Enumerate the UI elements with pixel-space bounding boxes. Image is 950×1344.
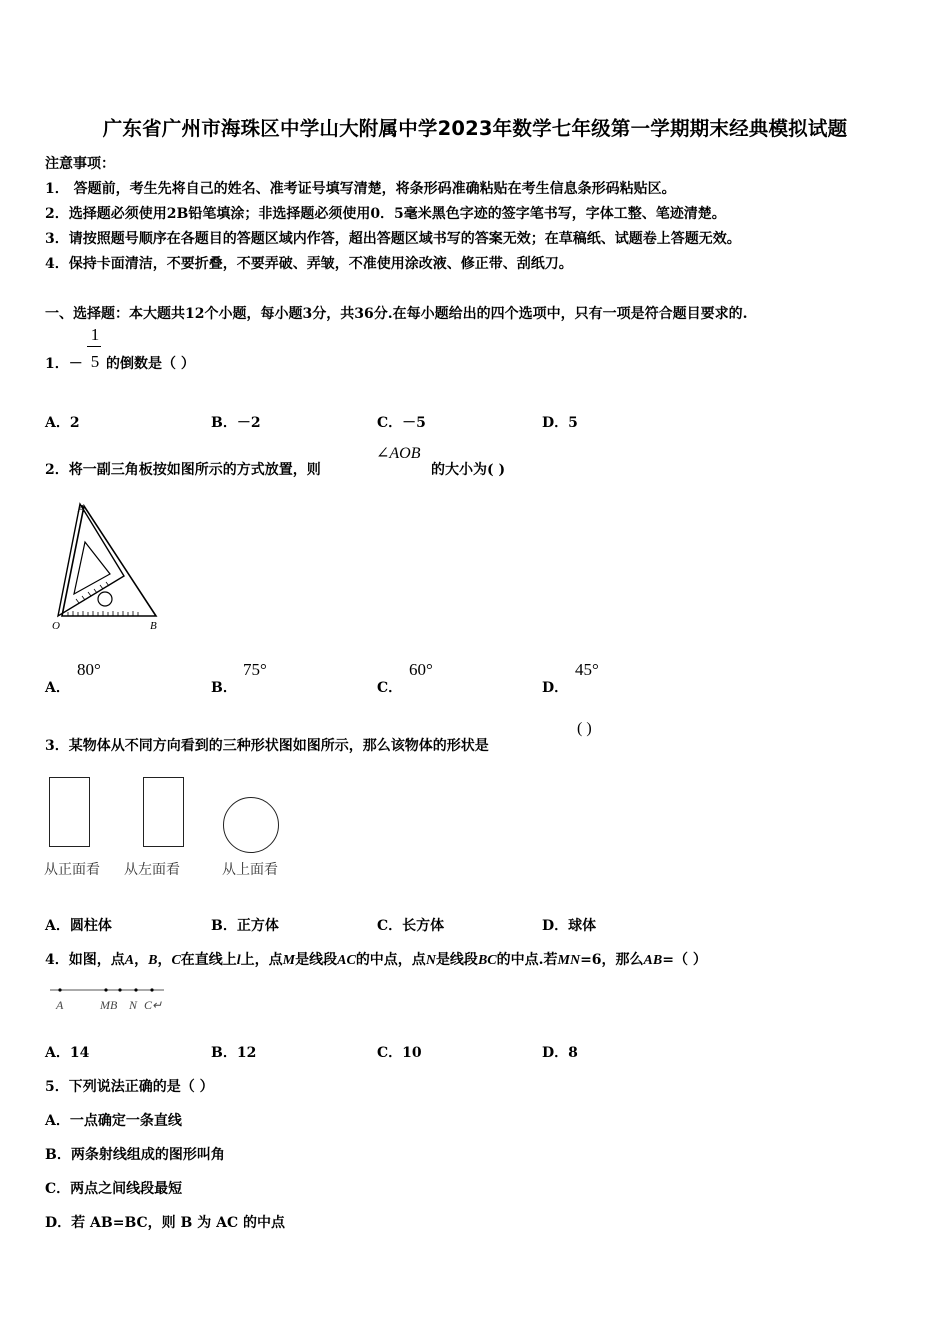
q2-option-c-value: 60°: [409, 660, 433, 679]
point-m: [104, 988, 107, 991]
q4-option-b: B．12: [211, 1045, 257, 1061]
q4-line-figure: [48, 982, 178, 1016]
q1-fraction-denominator: 5: [90, 352, 100, 371]
q1-option-a: A．2: [45, 415, 80, 431]
fig-label-o: O: [52, 620, 60, 632]
q1-prefix: 1．－: [45, 356, 83, 372]
point-a: [58, 988, 61, 991]
q2-triangle-figure: [48, 498, 168, 633]
q4-option-c: C．10: [377, 1045, 422, 1061]
front-view-rect: [49, 777, 90, 847]
q5-option-b: B．两条射线组成的图形叫角: [45, 1147, 225, 1163]
q1-fraction-bar: [87, 346, 101, 347]
q3-option-b: B．正方体: [211, 918, 279, 934]
ruler-ticks: [68, 582, 138, 616]
q5-text: 5．下列说法正确的是（ ）: [45, 1079, 214, 1095]
fig-label-b: B: [150, 620, 157, 632]
q2-option-b-letter: B．: [211, 680, 237, 696]
label-c: C↵: [144, 998, 163, 1012]
q3-text: 3．某物体从不同方向看到的三种形状图如图所示，那么该物体的形状是: [45, 738, 489, 754]
notice-item-1: 1． 答题前，考生先将自己的姓名、准考证号填写清楚，将条形码准确粘贴在考生信息条形码粘贴区。: [45, 181, 676, 197]
q1-suffix: 的倒数是（ ）: [106, 356, 195, 372]
q2-option-d-value: 45°: [575, 660, 599, 679]
q1-option-b: B．－2: [211, 415, 261, 431]
notice-heading: 注意事项：: [45, 156, 115, 172]
notice-item-2: 2．选择题必须使用2B铅笔填涂；非选择题必须使用0．5毫米黑色字迹的签字笔书写，字体工整、笔迹清楚。: [45, 206, 726, 222]
notice-item-4: 4．保持卡面清洁，不要折叠，不要弄破、弄皱，不准使用涂改液、修正带、刮纸刀。: [45, 256, 573, 272]
point-n: [134, 988, 137, 991]
fig-label-a: A: [78, 503, 85, 515]
point-c: [150, 988, 153, 991]
q3-option-c: C．长方体: [377, 918, 445, 934]
label-a: A: [56, 998, 64, 1012]
notice-item-3: 3．请按照题号顺序在各题目的答题区域内作答，超出答题区域书写的答案无效；在草稿纸、试题卷上答题无效。: [45, 231, 741, 247]
q2-prefix: 2．将一副三角板按如图所示的方式放置，则: [45, 462, 321, 478]
triangle-45: [58, 504, 124, 616]
label-mb: MB: [100, 998, 118, 1012]
point-b: [118, 988, 121, 991]
q2-option-a-value: 80°: [77, 660, 101, 679]
q3-option-a: A．圆柱体: [45, 918, 112, 934]
triangle-45-inner: [74, 542, 110, 594]
q2-option-d-letter: D．: [542, 680, 569, 696]
q3-option-d: D．球体: [542, 918, 597, 934]
q5-option-d: D．若 AB=BC，则 B 为 AC 的中点: [45, 1215, 286, 1231]
caption-side: 从左面看: [124, 862, 180, 878]
q2-suffix: 的大小为( ): [431, 462, 506, 478]
label-n: N: [129, 998, 138, 1012]
q4-option-a: A．14: [45, 1045, 90, 1061]
page-title: 广东省广州市海珠区中学山大附属中学2023年数学七年级第一学期期末经典模拟试题: [102, 117, 848, 140]
q1-option-d: D．5: [542, 415, 578, 431]
side-view-rect: [143, 777, 184, 847]
section-heading: 一、选择题：本大题共12个小题，每小题3分，共36分.在每小题给出的四个选项中，只有一项是符合题目要求的.: [45, 306, 748, 322]
q2-option-a-letter: A．: [45, 680, 70, 696]
q2-angle: ∠AOB: [376, 445, 421, 462]
q1-option-c: C．－5: [377, 415, 426, 431]
q3-paren: ( ): [577, 720, 592, 737]
protractor-hole: [98, 592, 112, 606]
q2-option-b-value: 75°: [243, 660, 267, 679]
top-view-circle: [223, 797, 279, 853]
q5-option-c: C．两点之间线段最短: [45, 1181, 183, 1197]
q1-fraction-numerator: 1: [90, 325, 100, 344]
caption-top: 从上面看: [222, 862, 278, 878]
q4-text: 4．如图，点A，B，C在直线上l上，点M是线段AC的中点，点N是线段BC的中点.若MN=6，那么AB=（ ）: [45, 952, 707, 968]
q2-option-c-letter: C．: [377, 680, 403, 696]
q4-option-d: D．8: [542, 1045, 578, 1061]
q5-option-a: A．一点确定一条直线: [45, 1113, 182, 1129]
caption-front: 从正面看: [44, 862, 100, 878]
